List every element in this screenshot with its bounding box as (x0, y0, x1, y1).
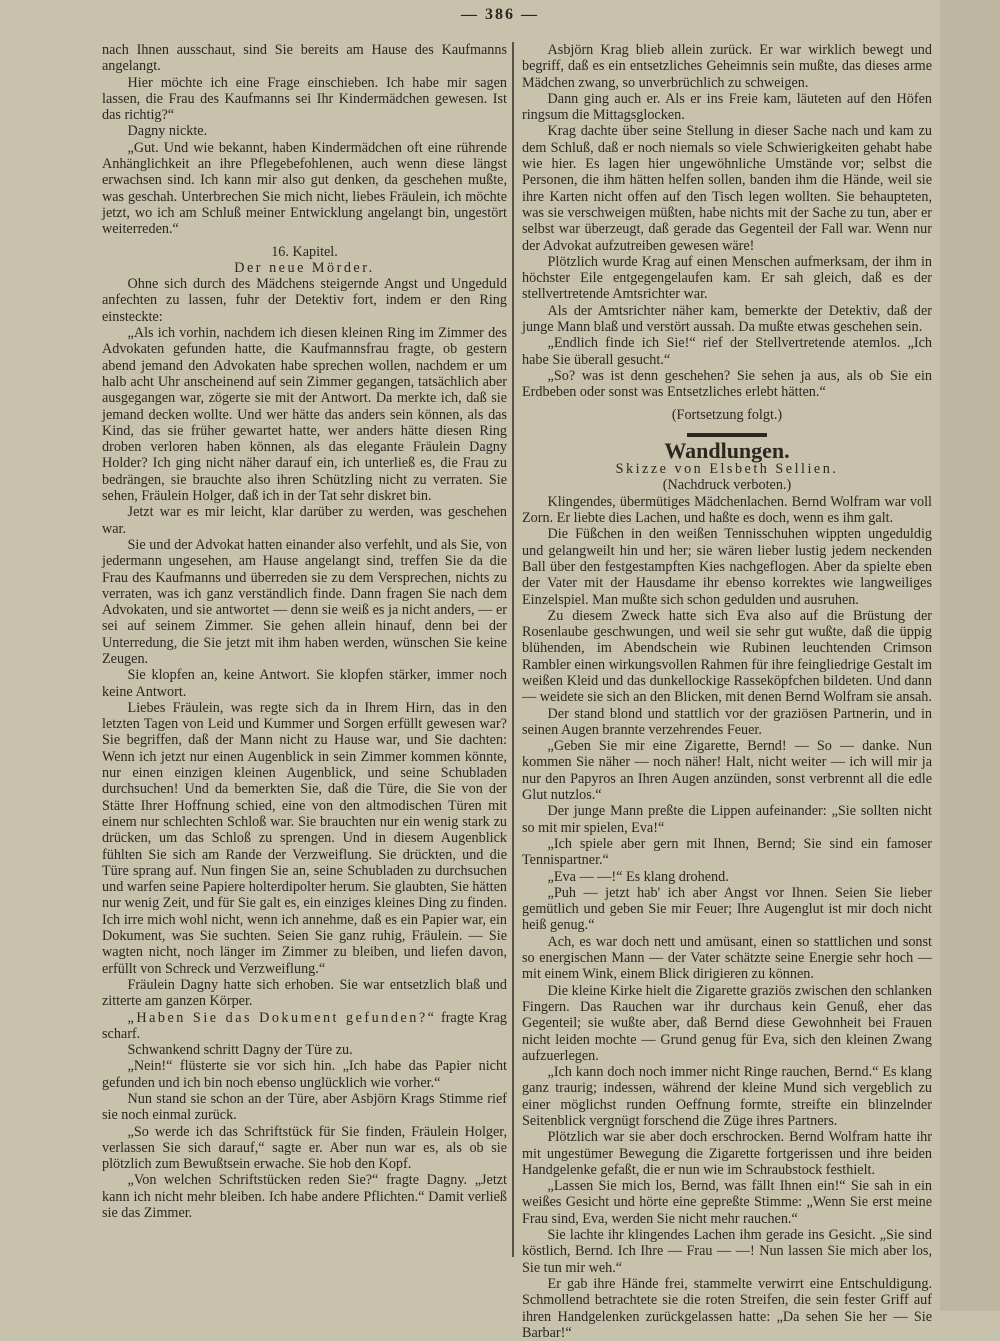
paragraph: „Geben Sie mir eine Zigarette, Bernd! — So — danke. Nun kommen Sie näher — noch näher! Halt, nicht weiter — ich will mir ja nur den Papyros an Ihren Augen anzünden, sonst verbrennt all die edle Glut nutzlos.“ (522, 738, 932, 804)
reprint-note: (Nachdruck verboten.) (662, 477, 792, 494)
paragraph: Die kleine Kirke hielt die Zigarette graziös zwischen den schlanken Fingern. Das Rauchen war ihr durchaus kein Genuß, eher das Gegenteil; sie wußte aber, daß Bernd diese Gewohnheit bei Frauen nicht leiden mochte — Grund genug für Eva, sich den kleinen Zwang aufzuerlegen. (522, 982, 932, 1064)
paragraph: Jetzt war es mir leicht, klar darüber zu werden, was geschehen war. (102, 504, 507, 537)
story-byline: Skizze von Elsbeth Sellien. (615, 461, 839, 478)
paragraph: Nun stand sie schon an der Türe, aber Asbjörn Krags Stimme rief sie noch einmal zurück. (102, 1091, 507, 1124)
serial-part-2 (102, 276, 507, 1009)
story-body (522, 494, 932, 1341)
page-number: — 386 — (461, 6, 539, 23)
paragraph: Die Füßchen in den weißen Tennisschuhen wippten ungeduldig und gelangweilt hin und her; sie wären lieber lustig jedem neckenden Ball über den festgestampften Kies nachgeflogen. Aber da spielte eben der Vater mit der Hausdame ihr ebenso korrektes wie langweiliges Einzelspiel. Man mußte sich schon gedulden und ausruhen. (522, 526, 932, 608)
paragraph: „So? was ist denn geschehen? Sie sehen ja aus, als ob Sie ein Erdbeben oder sonst was Entsetzliches erlebt hätten.“ (522, 367, 932, 401)
paragraph: Ohne sich durch des Mädchens steigernde Angst und Ungeduld anfechten zu lassen, fuhr der Detektiv fort, indem er den Ring einsteckte: (102, 276, 507, 325)
paragraph (102, 1010, 507, 1043)
paragraph: Der junge Mann preßte die Lippen aufeinander: „Sie sollten nicht so mit mir spielen, Eva!“ (522, 803, 932, 836)
question-tail: fragte Krag scharf. (102, 1009, 507, 1042)
paragraph: Ach, es war doch nett und amüsant, einen so stattlichen und sonst so energischen Mann — der Vater schätzte seine Energie sehr hoch — mit einem Wink, einem Blick dirigieren zu können. (522, 933, 932, 983)
continued-note: (Fortsetzung folgt.) (671, 406, 783, 423)
paragraph: „Puh — jetzt hab' ich aber Angst vor Ihnen. Seien Sie lieber gemütlich und geben Sie mir Feuer; Ihre Augenglut ist mir doch nicht heiß genug.“ (522, 884, 932, 934)
paragraph: Hier möchte ich eine Frage einschieben. Ich habe mir sagen lassen, die Frau des Kaufmanns sei Ihr Kindermädchen gewesen. Ist das richtig?“ (102, 74, 507, 124)
column-divider (512, 42, 514, 1257)
paragraph: Liebes Fräulein, was regte sich da in Ihrem Hirn, das in den letzten Tagen von Leid und Kummer und Sorgen erfüllt gewesen war? Sie begriffen, daß der Mann nicht zu Hause war, und Sie dachten: Wenn ich jetzt nur einen Augenblick in sein Zimmer kommen könnte, nur einen einzigen kleinen Augenblick, und seine Schubladen durchsuchen! Und da bemerkten Sie, daß die Türe, die Sie von der Stätte Ihrer Hoffnung schied, eine von den altmodischen Türen mit einem nur schlechten Schloß war. Sie brauchten nur ein wenig stark zu drücken, um das Schloß zu sprengen. Und in diesem Augenblick fühlten Sie sich am Rande der Verzweiflung. Sie drückten, und die Türe sprang auf. Nun fingen Sie an, seine Schubladen zu durchsuchen und warfen seine Papiere holterdipolter herum. Sie glaubten, Sie hätten nur wenig Zeit, und für Sie galt es, ein einziges kleines Ding zu finden. Ich irre mich wohl nicht, wenn ich annehme, daß es ein Papier war, ein Dokument, was Sie suchten. Seien Sie ganz ruhig, Fräulein. — Sie wagten nicht, noch länger im Zimmer zu bleiben, und liefen davon, erfüllt von Schreck und Verzweiflung.“ (102, 699, 507, 977)
page-edge (940, 0, 1000, 1311)
paragraph: „Ich kann doch noch immer nicht Ringe rauchen, Bernd.“ Es klang ganz traurig; indessen, während der kleine Mund sich vergeblich zu einer möglichst runden Oeffnung formte, streifte ein blinzelnder Seitenblick vergnügt forschend die Züge ihres Partners. (522, 1064, 932, 1129)
paragraph: Sie lachte ihr klingendes Lachen ihm gerade ins Gesicht. „Sie sind köstlich, Bernd. Ich Ihre — Frau — —! Nun lassen Sie mich aber los, Sie tun mir weh.“ (522, 1227, 932, 1276)
paragraph: Schwankend schritt Dagny der Türe zu. (127, 1042, 353, 1059)
paragraph: „Von welchen Schriftstücken reden Sie?“ fragte Dagny. „Jetzt kann ich nicht mehr bleiben. Ich habe andere Pflichten.“ Damit verließ sie das Zimmer. (102, 1172, 507, 1222)
paragraph: nach Ihnen ausschaut, sind Sie bereits am Hause des Kaufmanns angelangt. (102, 42, 507, 75)
question-text: „Haben Sie das Dokument gefunden?“ (127, 1009, 437, 1026)
paragraph: Der stand blond und stattlich vor der graziösen Partnerin, und in seinen Augen brannte verzehrendes Feuer. (522, 705, 932, 738)
serial-part-4 (522, 42, 932, 401)
paragraph: Dagny nickte. (127, 123, 208, 140)
chapter-number: 16. Kapitel. (271, 243, 338, 260)
paragraph: „Nein!“ flüsterte sie vor sich hin. „Ich habe das Papier nicht gefunden und ich bin noch ebenso unglücklich wie vorher.“ (102, 1058, 507, 1091)
paragraph: Plötzlich war sie aber doch erschrocken. Bernd Wolfram hatte ihr mit ungestümer Bewegung die Zigarette fortgerissen und ihre beiden Handgelenke gefaßt, die er nun wie im Schraubstock festhielt. (522, 1129, 932, 1178)
paragraph: „So werde ich das Schriftstück für Sie finden, Fräulein Holger, verlassen Sie sich darauf,“ sagte er. Aber nun war es, als ob sie plötzlich zum Bewußtsein erwache. Sie hob den Kopf. (102, 1123, 507, 1173)
paragraph: „Eva — —!“ Es klang drohend. (547, 868, 729, 885)
paragraph: Zu diesem Zweck hatte sich Eva also auf die Brüstung der Rosenlaube geschwungen, und weil sie sehr gut wußte, daß die üppig blühenden, im Abendschein wie Rubinen leuchtenden Crimson Rambler einen wirkungsvollen Rahmen für ihre feingliedrige Gestalt im weißen Kleid und das dunkellockige Rasseköpfchen bildeten. Und dann — weidete sie sich an den Blicken, mit denen Bernd Wolfram sie ansah. (522, 607, 932, 706)
paragraph: Er gab ihre Hände frei, stammelte verwirrt eine Entschuldigung. Schmollend betrachtete sie die roten Streifen, die sein fester Griff auf ihren Handgelenken zurückgelassen hatte: „Da sehen Sie her — Sie Barbar!“ (522, 1275, 932, 1341)
paragraph: Dann ging auch er. Als er ins Freie kam, läuteten auf den Höfen ringsum die Mittagsglocken. (522, 90, 932, 124)
paragraph: „Endlich finde ich Sie!“ rief der Stellvertretende atemlos. „Ich habe Sie überall gesucht.“ (522, 335, 932, 368)
paragraph: Als der Amtsrichter näher kam, bemerkte der Detektiv, daß der junge Mann blaß und verstört aussah. Da mußte etwas geschehen sein. (522, 302, 932, 336)
story-separator (687, 433, 767, 437)
paragraph: Plötzlich wurde Krag auf einen Menschen aufmerksam, der ihm in höchster Eile entgegengelaufen kam. Er sah gleich, daß es der stellvertretende Amtsrichter war. (522, 253, 932, 303)
paragraph: „Lassen Sie mich los, Bernd, was fällt Ihnen ein!“ Sie sah in ein weißes Gesicht und hörte eine gepreßte Stimme: „Wenn Sie erst meine Frau sind, Eva, werden Sie nicht mehr rauchen.“ (522, 1178, 932, 1227)
paragraph: Sie und der Advokat hatten einander also verfehlt, und als Sie, von jedermann ungesehen, am Hause angelangt sind, treffen Sie da die Frau des Kaufmanns und überreden sie zu dem Versprechen, nichts zu verraten, was ich ganz verständlich finde. Dann fragen Sie nach dem Advokaten, und sie antwortet — denn sie weiß es ja nicht anders, — er sei auf seinem Zimmer. Sie gehen allein hinauf, denn bei der Unterredung, die Sie jetzt mit ihm haben werden, wünschen Sie keine Zeugen. (102, 536, 507, 667)
paragraph: Fräulein Dagny hatte sich erhoben. Sie war entsetzlich blaß und zitterte am ganzen Körper. (102, 976, 507, 1010)
paragraph: Sie klopfen an, keine Antwort. Sie klopfen stärker, immer noch keine Antwort. (102, 667, 507, 700)
left-column (102, 42, 507, 1221)
paragraph: „Gut. Und wie bekannt, haben Kindermädchen oft eine rührende Anhänglichkeit an ihre Pflegebefohlenen, auch wenn diese längst erwachsen sind. Ich kann mir also gut denken, da geschehen mußte, was geschah. Unterbrechen Sie mich nicht, liebes Fräulein, ich möchte jetzt, wo ich am Schluß meiner Entwicklung angelangt bin, ungestört weiterreden.“ (102, 139, 507, 238)
paragraph: „Ich spiele aber gern mit Ihnen, Bernd; Sie sind ein famoser Tennispartner.“ (522, 835, 932, 869)
chapter-title: Der neue Mörder. (234, 259, 375, 276)
paragraph: Asbjörn Krag blieb allein zurück. Er war wirklich bewegt und begriff, daß es ein entsetzliches Geheimnis sein mußte, das dieses arme Mädchen zwang, so unverbrüchlich zu schweigen. (522, 42, 932, 91)
paragraph: Krag dachte über seine Stellung in dieser Sache nach und kam zu dem Schluß, daß er noch niemals so viele Schwierigkeiten gehabt habe wie hier. Es lagen hier ungewöhnliche Umstände vor; selbst die Personen, die ihm hätten helfen sollen, banden ihm die Hände, weil sie ihre Karten nicht offen auf den Tisch legen wollten. Sie behaupteten, was sie verschweigen müßten, habe nichts mit der Sache zu tun, aber er selbst war überzeugt, daß gerade das Gegenteil der Fall war. Wenn nur der Advokat aufzutreiben gewesen wäre! (522, 123, 932, 254)
story-title: Wandlungen. (664, 437, 790, 463)
serial-part-3 (102, 1042, 507, 1221)
serial-part-1 (102, 42, 507, 238)
paragraph: „Als ich vorhin, nachdem ich diesen kleinen Ring im Zimmer des Advokaten gefunden hatte, die Kaufmannsfrau fragte, ob gestern abend jemand den Advokaten habe sprechen wollen, nachdem er um halb acht Uhr anscheinend auf sein Zimmer gegangen, tatsächlich aber ausgegangen war, zögerte sie mit der Antwort. Da merkte ich, daß sie jemand decken wollte. Und wer hätte das anders sein können, als das Kind, das sie früher gewartet hatte, wer anders hätte diesen Ring droben verloren haben können, als das elegante Fräulein Dagny Holder? Ich ging nicht näher darauf ein, ich unterließ es, die Frau zu bedrängen, sie brauchte also ihren Schützling nicht zu verraten. Sie sehen, Fräulein Holger, daß ich in der Tat sehr diskret bin. (102, 325, 507, 505)
paragraph: Klingendes, übermütiges Mädchenlachen. Bernd Wolfram war voll Zorn. Er liebte dies Lachen, und haßte es doch, wenn es ihm galt. (522, 493, 932, 527)
right-column (522, 42, 932, 1341)
